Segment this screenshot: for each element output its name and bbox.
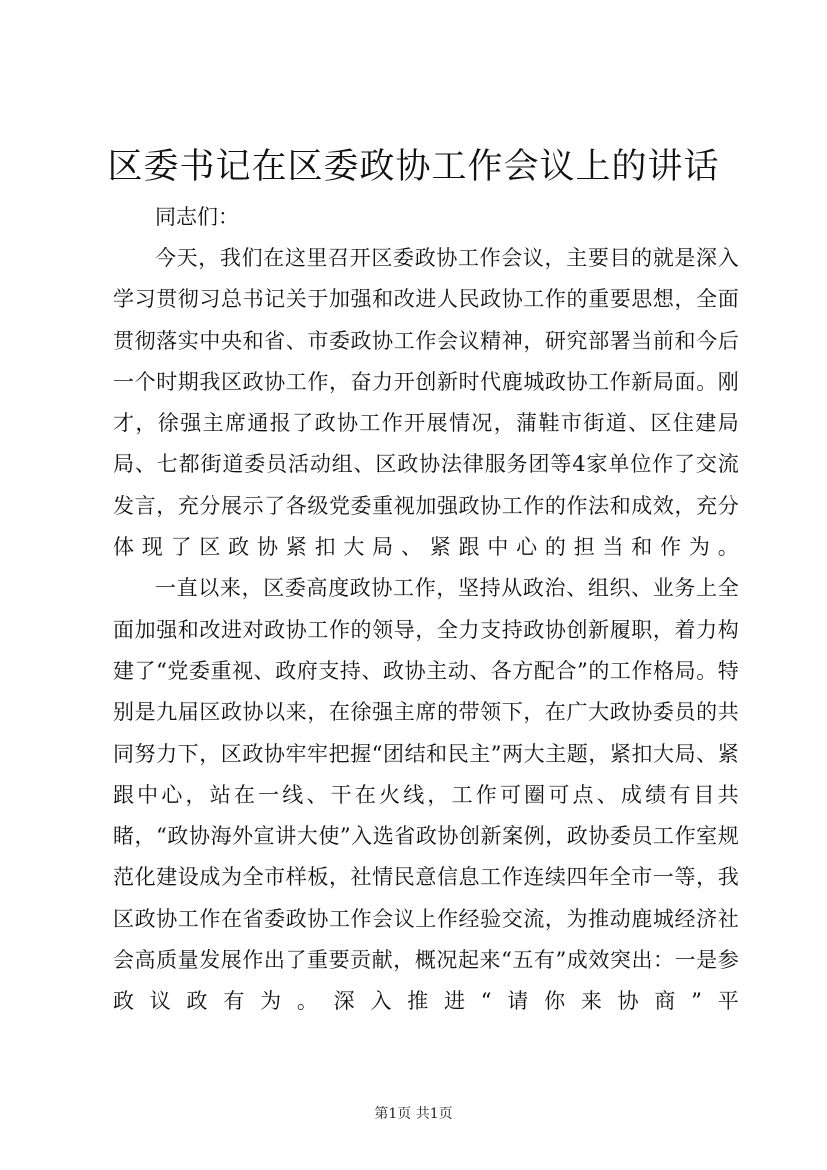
document-title: 区委书记在区委政协工作会议上的讲话: [107, 147, 720, 187]
document-body: [113, 197, 739, 1023]
paragraph-1: 今天，我们在这里召开区委政协工作会议，主要目的就是深入学习贯彻习总书记关于加强和改进人民政协工作的重要思想，全面贯彻落实中央和省、市委政协工作会议精神，研究部署当前和今后一个时期我区政协工作，奋力开创新时代鹿城政协工作新局面。刚才，徐强主席通报了政协工作开展情况，蒲鞋市街道、区住建局局、七都街道委员活动组、区政协法律服务团等4家单位作了交流发言，充分展示了各级党委重视加强政协工作的作法和成效，充分体现了区政协紧扣大局、紧跟中心的担当和作为。: [113, 246, 739, 560]
paragraph-2: 一直以来，区委高度政协工作，坚持从政治、组织、业务上全面加强和改进对政协工作的领导，全力支持政协创新履职，着力构建了“党委重视、政府支持、政协主动、各方配合”的工作格局。特别是九届区政协以来，在徐强主席的带领下，在广大政协委员的共同努力下，区政协牢牢把握“团结和民主”两大主题，紧扣大局、紧跟中心，站在一线、干在火线，工作可圈可点、成绩有目共睹，“政协海外宣讲大使”入选省政协创新案例，政协委员工作室规范化建设成为全市样板，社情民意信息工作连续四年全市一等，我区政协工作在省委政协工作会议上作经验交流，为推动鹿城经济社会高质量发展作出了重要贡献，概况起来“五有”成效突出：一是参政议政有为。深入推进“请你来协商”平: [113, 576, 739, 1014]
page-number-footer: 第1页 共1页: [374, 1106, 453, 1122]
salutation: 同志们：: [155, 205, 239, 229]
